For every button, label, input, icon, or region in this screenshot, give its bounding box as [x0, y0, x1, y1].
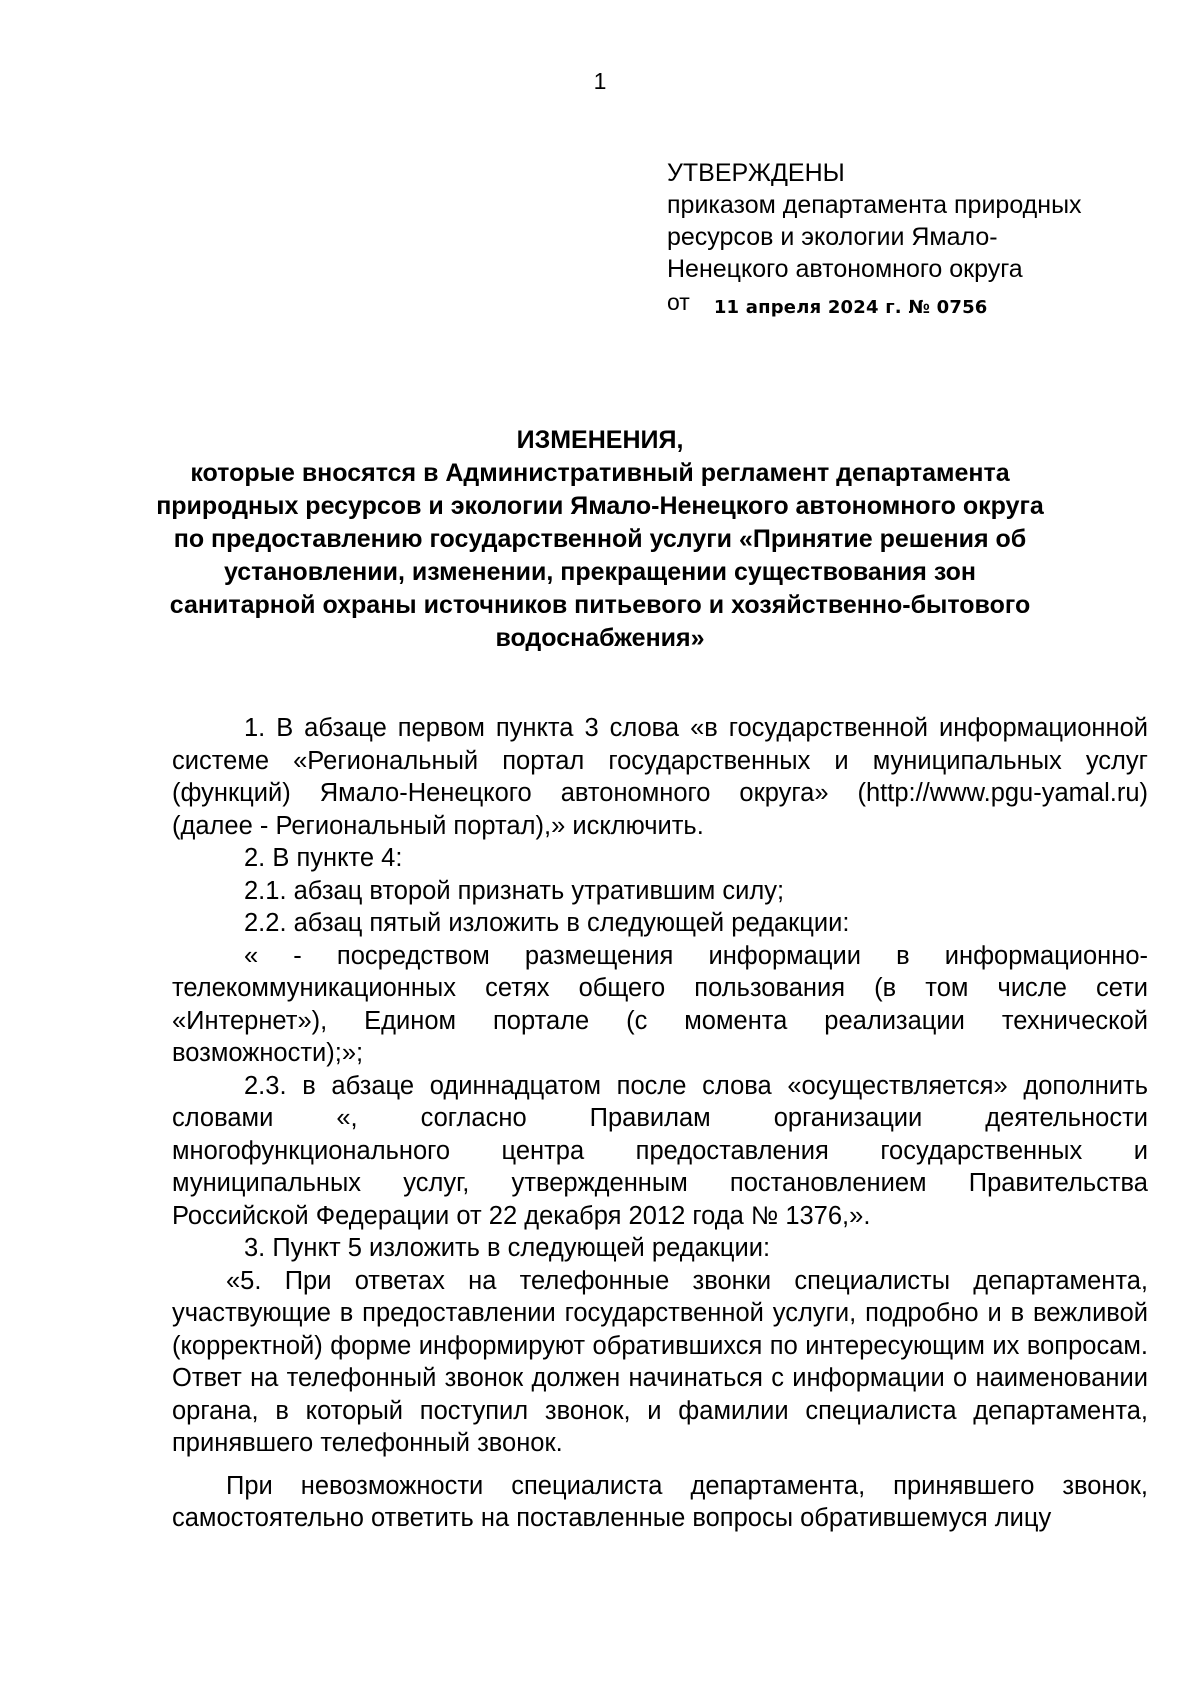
document-title [150, 424, 1050, 655]
paragraph-2-2: 2.2. абзац пятый изложить в следующей редакции: [244, 909, 850, 937]
approval-line-2: ресурсов и экологии Ямало- [667, 223, 998, 251]
approval-heading: УТВЕРЖДЕНЫ [667, 159, 845, 187]
page-number: 1 [593, 68, 607, 94]
paragraph-2: 2. В пункте 4: [244, 844, 403, 872]
from-label: от [667, 289, 690, 315]
paragraph-continuation: При невозможности специалиста департамента, принявшего звонок, самостоятельно ответить на поставленные вопросы обратившемуся лицу [172, 1471, 1148, 1532]
order-date-number: 11 апреля 2024 г. № 0756 [713, 297, 988, 318]
approval-date-row [667, 286, 1147, 321]
approval-line-1: приказом департамента природных [667, 191, 1082, 219]
document-body [172, 712, 1148, 1535]
title-main: ИЗМЕНЕНИЯ, [516, 426, 684, 454]
paragraph-1: 1. В абзаце первом пункта 3 слова «в государственной информационной системе «Региональный портал государственных и муниципальных услуг (функций) Ямало-Ненецкого автономного округа» (http://www.pgu-yamal.ru) (далее - Региональный портал),» исключить. [172, 714, 1148, 840]
paragraph-2-3: 2.3. в абзаце одиннадцатом после слова «осуществляется» дополнить словами «, согласно Правилам организации деятельности многофункционального центра предоставления государственных и муниципальных услуг, утвержденным постановлением Правительства Российской Федерации от 22 декабря 2012 года № 1376,». [172, 1071, 1148, 1230]
paragraph-quote-5: «5. При ответах на телефонные звонки специалисты департамента, участвующие в предоставлении государственной услуги, подробно и в вежливой (корректной) форме информируют обратившихся по интересующим их вопросам. Ответ на телефонный звонок должен начинаться с информации о наименовании органа, в который поступил звонок, и фамилии специалиста департамента, принявшего телефонный звонок. [172, 1266, 1148, 1457]
paragraph-quote-1: « - посредством размещения информации в информационно-телекоммуникационных сетях общего пользования (в том числе сети «Интернет»), Едином портале (с момента реализации технической возможности);»; [172, 941, 1148, 1067]
paragraph-2-1: 2.1. абзац второй признать утратившим силу; [244, 876, 785, 905]
approval-line-3: Ненецкого автономного округа [667, 255, 1023, 283]
title-subtitle: которые вносятся в Административный регламент департамента природных ресурсов и экологии Ямало-Ненецкого автономного округа по предоставлению государственной услуги «Принятие решения об установлении, изменении, прекращении существования зон санитарной охраны источников питьевого и хозяйственно-бытового водоснабжения» [156, 459, 1044, 652]
paragraph-3: 3. Пункт 5 изложить в следующей редакции: [244, 1234, 771, 1262]
approval-stamp [667, 157, 1147, 321]
